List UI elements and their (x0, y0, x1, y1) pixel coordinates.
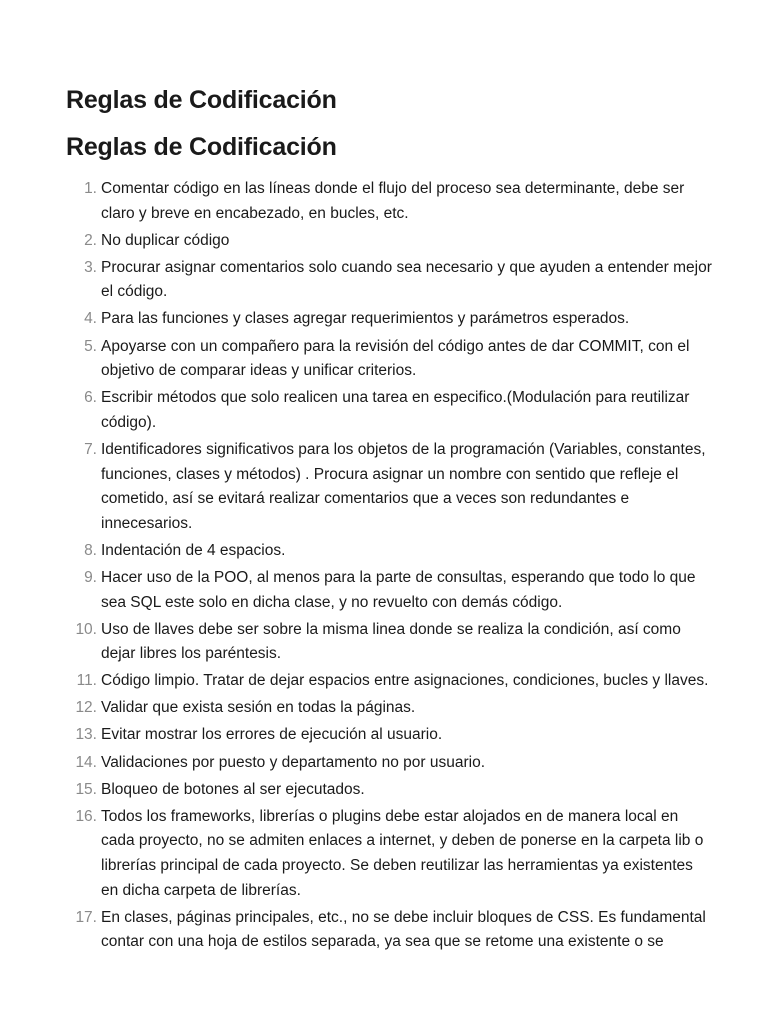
list-item (66, 618, 712, 667)
list-item-text: Bloqueo de botones al ser ejecutados. (101, 780, 365, 798)
list-item-number: 8. (84, 541, 97, 559)
list-item (66, 539, 712, 564)
list-item-text: Validaciones por puesto y departamento no por usuario. (101, 753, 486, 771)
list-item-text: No duplicar código (101, 231, 230, 249)
list-item-number: 14. (75, 753, 97, 771)
list-item-text: Uso de llaves debe ser sobre la misma linea donde se realiza la condición, así como dejar libres los paréntesis. (101, 620, 681, 663)
list-item (66, 566, 712, 615)
list-item (66, 177, 712, 226)
list-item-text: Escribir métodos que solo realicen una tarea en especifico.(Modulación para reutilizar código). (101, 389, 690, 431)
list-item-text: Apoyarse con un compañero para la revisión del código antes de dar COMMIT, con el objetivo de comparar ideas y unificar criterios. (101, 337, 690, 380)
list-item-text: Comentar código en las líneas donde el flujo del proceso sea determinante, debe ser claro y breve en encabezado, en bucles, etc. (101, 180, 685, 222)
list-item-number: 17. (75, 908, 97, 926)
list-item (66, 805, 712, 903)
list-item-number: 2. (84, 231, 97, 249)
list-item-text: Para las funciones y clases agregar requerimientos y parámetros esperados. (101, 310, 630, 328)
list-item-number: 15. (75, 780, 97, 798)
list-item-number: 6. (84, 389, 97, 407)
list-item (66, 778, 712, 803)
list-item-text: Hacer uso de la POO, al menos para la parte de consultas, esperando que todo lo que sea SQL este solo en dicha clase, y no revuelto con demás código. (101, 568, 696, 611)
list-item-text: Todos los frameworks, librerías o plugins debe estar alojados en de manera local en cada proyecto, no se admiten enlaces a internet, y deben de ponerse en la carpeta lib o librerías principal de cada proyecto. Se deben reutilizar las herramientas ya existentes en dicha carpeta de librerías. (101, 807, 704, 899)
list-item-text: Evitar mostrar los errores de ejecución al usuario. (101, 726, 443, 744)
list-item (66, 751, 712, 776)
list-item-number: 12. (75, 699, 97, 717)
list-item-number: 3. (84, 258, 97, 276)
list-item-text: En clases, páginas principales, etc., no se debe incluir bloques de CSS. Es fundamental contar con una hoja de estilos separada, ya sea que se retome una existente o se (101, 908, 706, 951)
list-item-number: 7. (84, 440, 97, 458)
section-title: Reglas de Codificación (66, 133, 337, 161)
list-item (66, 229, 712, 254)
list-item-text: Validar que exista sesión en todas la páginas. (101, 699, 416, 717)
list-item-number: 5. (84, 337, 97, 355)
list-item (66, 906, 712, 955)
page-title: Reglas de Codificación (66, 86, 337, 114)
list-item-text: Código limpio. Tratar de dejar espacios entre asignaciones, condiciones, bucles y llaves. (101, 672, 709, 690)
list-item (66, 386, 712, 435)
list-item (66, 335, 712, 384)
list-item-number: 11. (76, 672, 97, 690)
list-item-number: 13. (75, 726, 97, 744)
list-item (66, 669, 712, 694)
list-item-number: 1. (84, 180, 97, 197)
list-item-number: 10. (75, 620, 97, 638)
list-item-number: 4. (84, 310, 97, 328)
list-item-text: Procurar asignar comentarios solo cuando sea necesario y que ayuden a entender mejor el código. (101, 258, 712, 301)
list-item-text: Identificadores significativos para los objetos de la programación (Variables, constantes, funciones, clases y métodos) . Procura asignar un nombre con sentido que refleje el cometido, así se evitará realizar comentarios que a veces son redundantes e innecesarios. (101, 440, 706, 532)
list-item (66, 256, 712, 305)
rules-list (66, 177, 712, 955)
list-item (66, 723, 712, 748)
list-item-text: Indentación de 4 espacios. (101, 541, 286, 559)
list-item (66, 696, 712, 721)
list-item-number: 16. (75, 807, 97, 825)
list-item-number: 9. (84, 568, 97, 586)
list-item (66, 307, 712, 332)
list-item (66, 438, 712, 536)
